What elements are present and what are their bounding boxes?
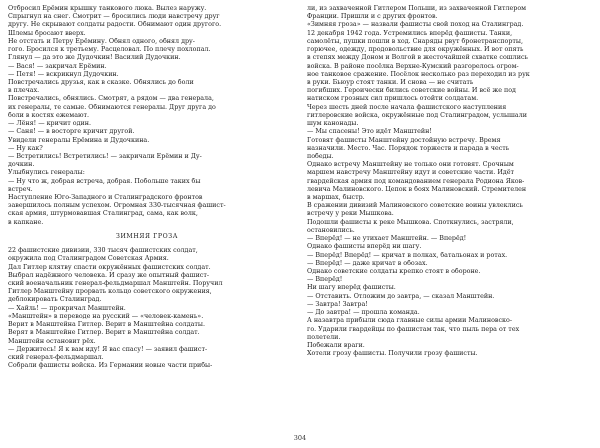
text-line: Шлемы бросают вверх. (8, 29, 86, 37)
text-line: Не отстать и Петру Ерёмину. Обнял одного, обнял дру- (8, 37, 195, 45)
text-line: — Вперёд! — даже кричат в обозах. (307, 259, 428, 267)
text-line: «Зимняя гроза» — назвали фашисты свой поход на Сталинград. (307, 21, 524, 29)
text-line: дочкин. (8, 161, 35, 169)
text-line: в плечах. (8, 87, 40, 95)
text-line: Однако встречу Манштейну не только они готовят. Срочным (307, 161, 514, 169)
text-line: гвардейская армия под командованием генерала Родиона Яков- (307, 177, 525, 185)
text-line: Выбрал надёжного человека. И сразу же опытный фашист- (8, 271, 210, 279)
text-line: Однако фашисты вперёд ни шагу. (307, 243, 422, 251)
text-line: маршем навстречу Манштейну идут и советские части. Идёт (307, 169, 515, 177)
text-line: Однако советские солдаты крепко стоят в обороне. (307, 268, 481, 275)
text-line: Гитлер Манштейну прорвать кольцо советского окружения, (8, 288, 212, 296)
text-line: ский генерал-фельдмаршал. (8, 353, 104, 361)
text-line: — Ну как? (8, 144, 43, 152)
text-line: — Встретились! Встретились! — закричали Ерёмин и Ду- (8, 152, 202, 160)
text-line: — Мы спасены! Это идёт Манштейн! (307, 128, 432, 136)
text-line: их генералы, те самые. Обнимаются генералы. Друг друга до (8, 103, 216, 111)
text-line: — Вася! — закричал Ерёмин. (8, 62, 107, 70)
text-line: остановились. (307, 226, 355, 234)
text-line: победы. (307, 152, 334, 160)
text-line: гитлеровские войска, окружённые под Сталинградом, услышали (307, 111, 527, 119)
text-line: — Вперёд! (307, 276, 343, 284)
text-line: ский военачальник генерал-фельдмаршал Манштейн. Поручил (8, 280, 223, 287)
text-line: Спрыгнул на снег. Смотрит — бросились люди навстречу друг (8, 13, 220, 21)
text-line: ли, из захваченной Гитлером Польши, из захваченной Гитлером (307, 5, 527, 12)
text-line: Готовят фашисты Манштейну достойную встречу. Время (307, 136, 501, 144)
text-line: встречу у реки Мышкова. (307, 210, 394, 218)
text-line: — Саня! — в восторге кричит другой. (8, 128, 135, 136)
text-line: — Держитесь! Я к вам иду! Я вас спасу! — заявил фашист- (8, 345, 208, 353)
text-line: Улыбнулись генералы: (8, 169, 85, 177)
left-text-block-2 (8, 247, 286, 370)
text-line: самолёты, пушки пошли в ход. Снаряды рвут бронетранспорты, (307, 37, 523, 45)
text-line: в степях между Доном и Волгой в жесточайшей схватке сошлись (307, 54, 528, 62)
text-line: Ни шагу вперёд фашисты. (307, 284, 396, 292)
text-line: войска. В районе посёлка Верхне-Кумский разгорелось огром- (307, 62, 519, 70)
text-line: Глянул — да это же Дудочкин! Василий Дудочкин. (8, 54, 181, 62)
text-line: Увидели генералы Ерёмина и Дудочкина. (8, 136, 150, 144)
text-line: погибших. Героически бились советские войны. И всё же под (307, 87, 516, 95)
text-line: встреч. (8, 185, 33, 193)
text-line: натиском грозных сил пришлось отойти солдатам. (307, 95, 479, 103)
text-line: левича Малиновского. Цепок в боях Малиновский. Стремителен (307, 185, 527, 193)
text-line: го. Ударили гвардейцы по фашистам так, что пыль пера от тех (307, 325, 520, 333)
text-line: — Отставить. Отложим до завтра, — сказал Манштейн. (307, 292, 495, 300)
text-line: в руки. Бьюур стоят танки. И снова — не считать (307, 78, 474, 86)
text-line: 12 декабря 1942 года. Устремились вперёд фашисты. Танки, (307, 29, 513, 37)
text-line: Манштейн остановит рёх. (8, 337, 96, 345)
text-line: Повстречались друзья, как в сказке. Обнялись до боли (8, 78, 194, 86)
text-line: полетели. (307, 333, 341, 341)
text-line: — Хайль! — прокричал Манштейн. (8, 304, 126, 312)
right-column (307, 5, 585, 358)
text-line: в капкане. (8, 218, 44, 226)
text-line: Повстречались, обнялись. Смотрят, а рядом — два генерала, (8, 95, 214, 103)
text-line: 22 фашистские дивизии, 330 тысяч фашистских солдат, (8, 247, 198, 255)
text-line: Верит в Манштейна Гитлер. Верит в Манштейна солдаты. (8, 321, 205, 329)
text-line: В сражении дивизий Малиновского советские воины увлеклись (307, 202, 523, 210)
text-line: Через шесть дней после начала фашистского наступления (307, 103, 507, 111)
text-line: Франции. Пришли и с других фронтов. (307, 13, 438, 21)
text-line: «Манштейн» в переводе на русский — «человек-камень». (8, 312, 204, 320)
text-line: — Вперёд! — не утихает Манштейн. — Вперёд! (307, 235, 467, 243)
text-line: назначили. Место. Час. Порядок торжеств и парада в честь (307, 144, 510, 152)
right-text-block (307, 5, 585, 358)
text-line: Верят в Манштейне Гитлер. Верит в Манштейна солдат. (8, 329, 200, 337)
text-line: Наступление Юго-Западного и Сталинградского фронтов (8, 194, 203, 202)
text-line: ская армия, штурмовавшая Сталинград, сама, как волк, (8, 210, 198, 218)
text-line: боли в костях ежемают. (8, 111, 90, 119)
text-line: Отбросил Ерёмин крышку танкового люка. Вылез наружу. (8, 5, 207, 12)
text-line: — Ну что ж, добрая встреча, добрая. Побольше таких бы (8, 177, 201, 185)
text-line: — Петя! — вскрикнул Дудочкин. (8, 70, 119, 78)
text-line: шум канонады. (307, 120, 359, 128)
text-line: Хотели грозу фашисты. Получили грозу фашисты. (307, 350, 478, 358)
text-line: — Вперёд! Вперёд! — кричат в полках, батальонах и ротах. (307, 251, 508, 259)
text-line: Побежали враги. (307, 341, 365, 349)
text-line: деблокировать Сталинград. (8, 296, 102, 304)
text-line: окружила под Сталинградом Советская Армия. (8, 255, 169, 263)
text-line: А назавтра прибыли сюда главные силы армии Малиновско- (307, 317, 512, 325)
text-line: Дал Гитлер клятву спасти окружённых фашистских солдат. (8, 263, 211, 271)
left-column (8, 5, 286, 370)
text-line: — Лёня! — кричит один. (8, 120, 91, 128)
text-line: гого. Бросился к третьему. Расцеловал. По плечу похлопал. (8, 46, 211, 54)
text-line: другу. Не скрывают солдаты радости. Обнимают один другого. (8, 21, 222, 29)
left-text-block (8, 5, 286, 227)
text-line: — Завтра! Завтра! (307, 300, 368, 308)
text-line: в маршах, быстр. (307, 194, 365, 202)
page-number: 304 (293, 434, 307, 442)
text-line: завершилось полным успехом. Огромная 330-тысячная фашист- (8, 202, 226, 210)
section-heading: ЗИМНЯЯ ГРОЗА (115, 232, 179, 240)
text-line: Подошли фашисты к реке Мышкова. Споткнулись, застряли, (307, 218, 514, 226)
text-line: горючее, одежду, продовольствие для окружённых. И вот опять (307, 46, 524, 54)
text-line: Собрали фашисты войска. Из Германии новые части прибы- (8, 362, 213, 370)
text-line: — До завтра! — прошла команда. (307, 309, 420, 317)
text-line: ное танковое сражение. Посёлок несколько раз переходил из рук (307, 70, 530, 78)
